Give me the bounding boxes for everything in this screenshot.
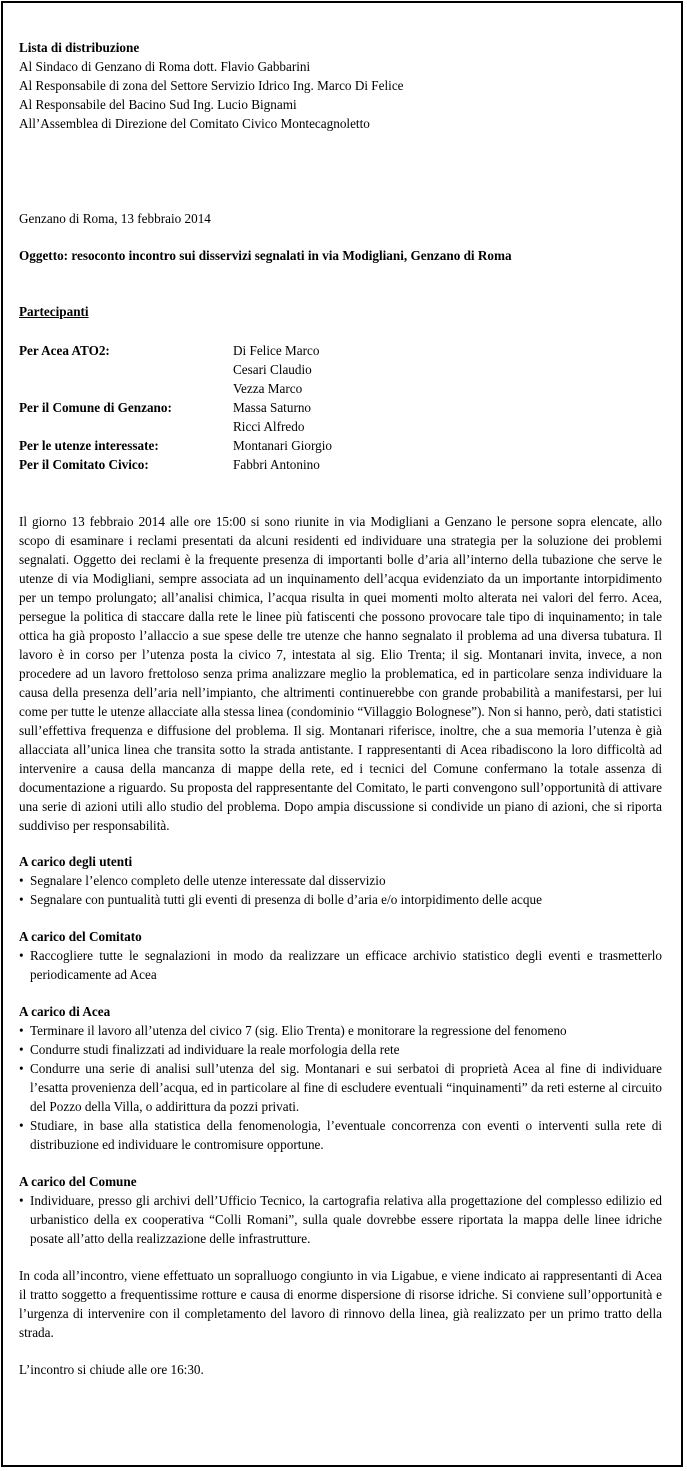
final-line: L’incontro si chiude alle ore 16:30.	[19, 1362, 204, 1377]
distribution-heading: Lista di distribuzione	[19, 40, 140, 55]
participant-name: Ricci Alfredo	[233, 419, 305, 434]
subject-line: Oggetto: resoconto incontro sui disservizi segnalati in via Modigliani, Genzano di Roma	[19, 248, 512, 263]
participant-role	[19, 379, 233, 398]
participant-role	[19, 417, 233, 436]
document-content	[19, 38, 662, 1379]
list-item: • Condurre una serie di analisi sull’utenza del sig. Montanari e sui serbatoi di proprietà Acea al fine di individuare l’esatta provenienza dell’acqua, ed in particolare al fine di escludere eventuali “inquinamenti” da reti esterne al circuito del Pozzo della Villa, o addirittura da pozzi privati.	[19, 1059, 662, 1116]
participant-name: Fabbri Antonino	[233, 457, 320, 472]
participant-name: Di Felice Marco	[233, 343, 320, 358]
section-heading-acea: A carico di Acea	[19, 1004, 111, 1019]
participant-role: Per Acea ATO2:	[19, 343, 110, 358]
closing-paragraph: In coda all’incontro, viene effettuato un sopralluogo congiunto in via Ligabue, e viene indicato ai rappresentanti di Acea il tratto soggetto a frequentissime rotture e causa di enorme dispersione di risorse idriche. Si conviene sull’opportunità e l’urgenza di intervenire con il completamento del lavoro di rinnovo della linea, già realizzato per un primo tratto della strada.	[19, 1268, 662, 1340]
list-item: • Raccogliere tutte le segnalazioni in modo da realizzare un efficace archivio statistico degli eventi e trasmetterlo periodicamente ad Acea	[19, 946, 662, 984]
distribution-line: Al Responsabile del Bacino Sud Ing. Lucio Bignami	[19, 97, 297, 112]
section-heading-users: A carico degli utenti	[19, 854, 133, 869]
section-heading-committee: A carico del Comitato	[19, 929, 142, 944]
section-heading-municipality: A carico del Comune	[19, 1174, 137, 1189]
list-item: • Segnalare l’elenco completo delle utenze interessate dal disservizio	[19, 871, 662, 890]
participant-role	[19, 360, 233, 379]
participant-name: Montanari Giorgio	[233, 438, 333, 453]
acea-action-list	[19, 1021, 662, 1154]
list-item: • Condurre studi finalizzati ad individuare la reale morfologia della rete	[19, 1040, 662, 1059]
distribution-line: Al Sindaco di Genzano di Roma dott. Flavio Gabbarini	[19, 59, 311, 74]
participant-name: Vezza Marco	[233, 381, 303, 396]
list-item: • Individuare, presso gli archivi dell’Ufficio Tecnico, la cartografia relativa alla progettazione del complesso edilizio ed urbanistico della ex cooperativa “Colli Romani”, sulla quale dovrebbe essere riportata la mappa delle linee idriche posate all’atto della realizzazione delle infrastrutture.	[19, 1191, 662, 1248]
participant-role: Per il Comune di Genzano:	[19, 400, 172, 415]
committee-action-list	[19, 946, 662, 984]
distribution-line: All’Assemblea di Direzione del Comitato Civico Montecagnoletto	[19, 116, 370, 131]
municipality-action-list	[19, 1191, 662, 1248]
list-item: • Segnalare con puntualità tutti gli eventi di presenza di bolle d’aria e/o intorpidimento delle acque	[19, 890, 662, 909]
participant-name: Massa Saturno	[233, 400, 312, 415]
users-action-list	[19, 871, 662, 909]
participants-heading: Partecipanti	[19, 304, 89, 319]
participants-table	[19, 341, 662, 474]
distribution-line: Al Responsabile di zona del Settore Servizio Idrico Ing. Marco Di Felice	[19, 78, 404, 93]
list-item: • Studiare, in base alla statistica della fenomenologia, l’eventuale concorrenza con eventi o interventi sulla rete di distribuzione ed individuare le contromisure opportune.	[19, 1116, 662, 1154]
list-item: • Terminare il lavoro all’utenza del civico 7 (sig. Elio Trenta) e monitorare la regressione del fenomeno	[19, 1021, 662, 1040]
body-paragraph: Il giorno 13 febbraio 2014 alle ore 15:00 si sono riunite in via Modigliani a Genzano le persone sopra elencate, allo scopo di esaminare i reclami presentati da alcuni residenti ed individuare una strategia per la soluzione dei problemi segnalati. Oggetto dei reclami è la frequente presenza di importanti bolle d’aria all’interno della tubazione che serve le utenze di via Modigliani, sempre associata ad un inquinamento dell’acqua evidenziato da un importante intorpidimento per un tempo prolungato; all’analisi chimica, l’acqua risulta in quei momenti molto alterata nei valori del ferro. Acea, persegue la politica di staccare dalla rete le linee più fatiscenti che possono provocare tale tipo di inquinamento; in tale ottica ha già proposto l’allaccio a sue spese delle tre utenze che hanno segnalato il problema ad una diversa tubatura. Il lavoro è in corso per l’utenza posta la civico 7, intestata al sig. Elio Trenta; il sig. Montanari invita, invece, a non procedere ad un lavoro frettoloso senza prima analizzare meglio la problematica, ed in particolare senza individuare la causa della presenza dell’aria nell’impianto, che altrimenti continuerebbe con grande probabilità a manifestarsi, per lui come per tutte le utenze allacciate alla stessa linea (condominio “Villaggio Bolognese”). Non si hanno, però, dati statistici sull’effettiva frequenza e diffusione del problema. Il sig. Montanari riferisce, inoltre, che a sua memoria l’utenza è già allacciata all’unica linea che transita sotto la strada antistante. I rappresentanti di Acea ribadiscono la loro difficoltà ad intervenire a causa della mancanza di mappe della rete, ed i tecnici del Comune confermano la totale assenza di documentazione a riguardo. Su proposta del rappresentante del Comitato, le parti convengono sull’opportunità di attivare una serie di azioni utili allo studio del problema. Dopo ampia discussione si condivide un piano di azioni, che si riporta suddiviso per responsabilità.	[19, 514, 662, 833]
date-line: Genzano di Roma, 13 febbraio 2014	[19, 211, 211, 226]
participant-role: Per le utenze interessate:	[19, 438, 159, 453]
document-page	[1, 1, 683, 1467]
participant-role: Per il Comitato Civico:	[19, 457, 149, 472]
participant-name: Cesari Claudio	[233, 362, 312, 377]
